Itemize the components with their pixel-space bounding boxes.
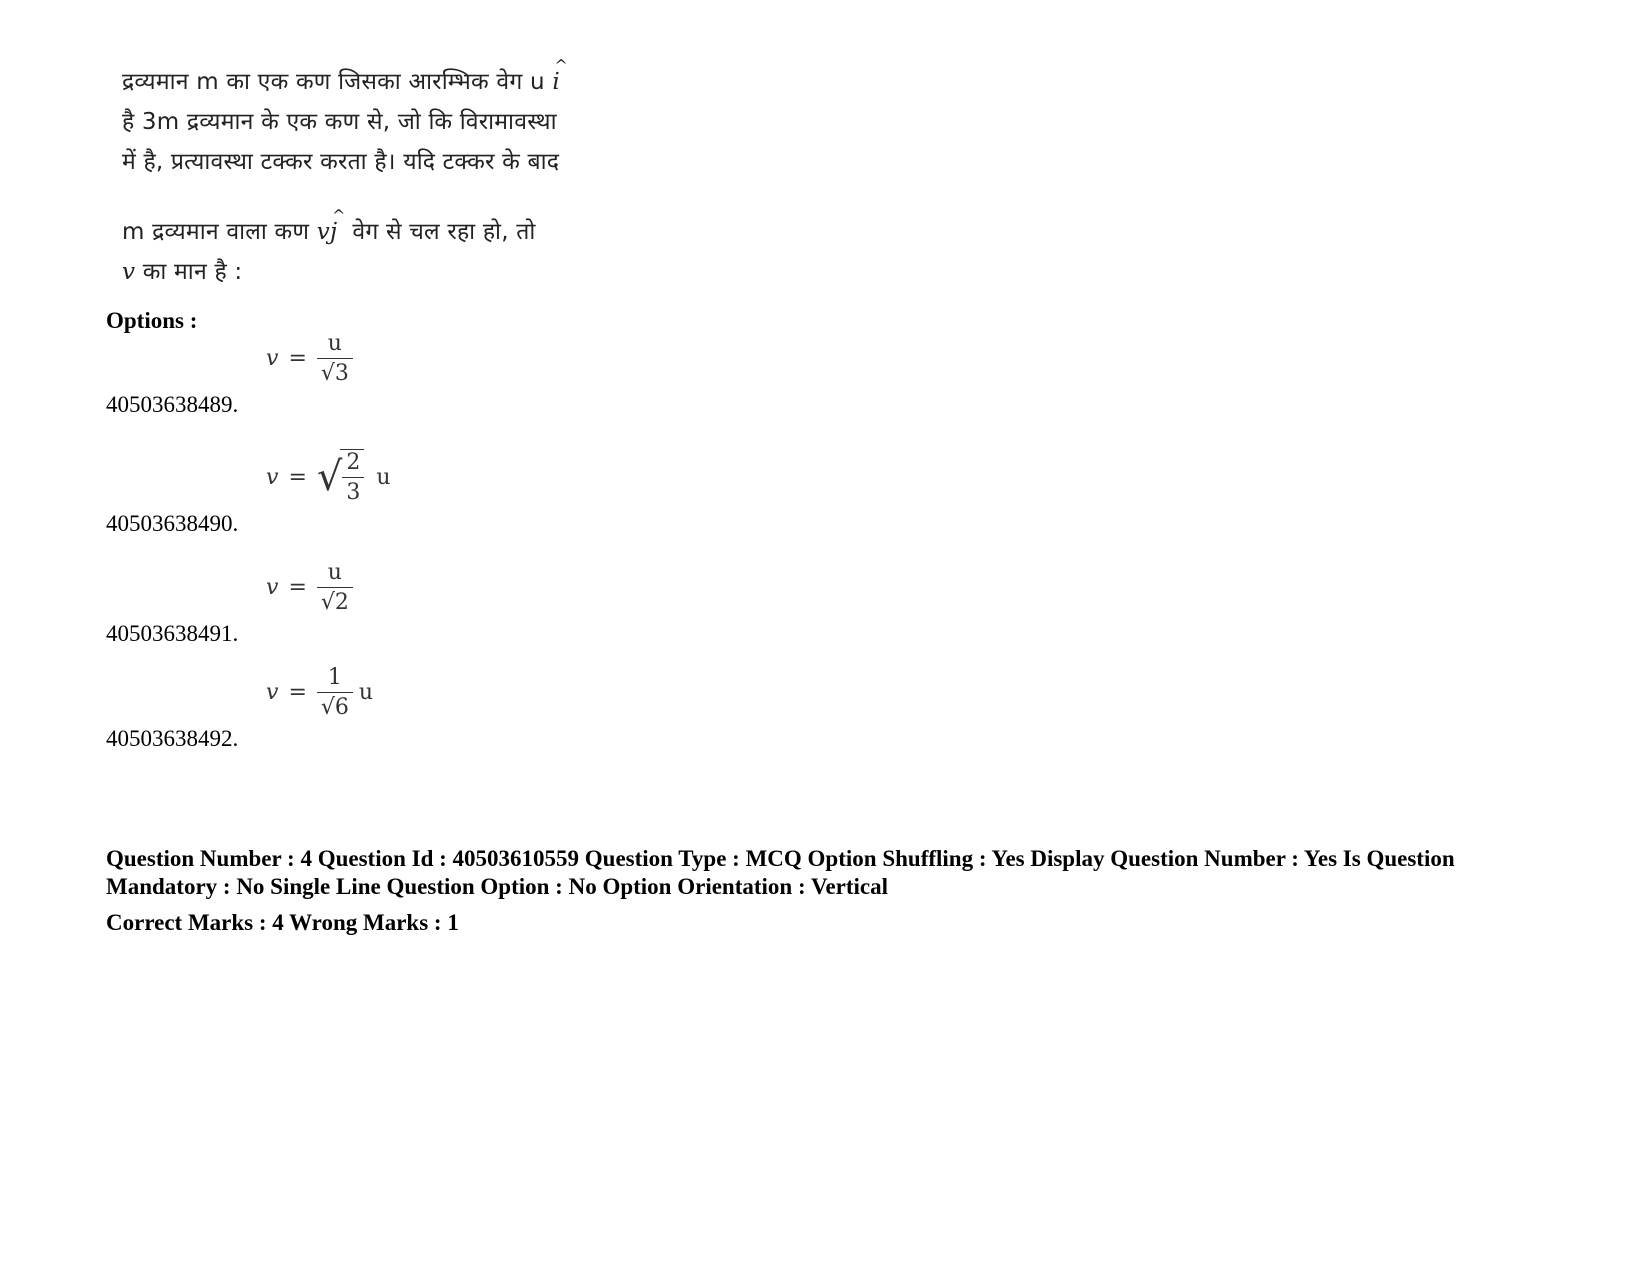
question-line-6: का मान है :	[142, 259, 243, 285]
marks-info: Correct Marks : 4 Wrong Marks : 1	[106, 910, 459, 935]
option-item[interactable]	[106, 437, 706, 537]
option-formula: v = √ $\frac{2}{3}$ u	[266, 450, 391, 505]
question-line-4: m द्रव्यमान वाला कण	[122, 219, 310, 245]
option-item[interactable]	[106, 318, 706, 418]
velocity-symbol-v: v	[316, 219, 330, 245]
option-formula: v = 1 √ 6 u	[266, 652, 373, 732]
question-text	[122, 62, 632, 292]
option-formula: v = u √ 3	[266, 318, 359, 398]
question-metadata: Question Number : 4 Question Id : 40503610559 Question Type : MCQ Option Shuffling : Yes Display Question Number : Yes Is Question Mandatory : No Single Line Question Option : No Option Orientation : Vertical	[106, 846, 1455, 899]
question-line-3: में है, प्रत्यावस्था टक्कर करता है। यदि टक्कर के बाद	[122, 149, 560, 175]
option-id: 40503638490.	[106, 511, 239, 536]
option-item[interactable]	[106, 652, 706, 752]
question-line-5: वेग से चल रहा हो, तो	[352, 219, 536, 245]
question-line-1: द्रव्यमान m का एक कण जिसका आरम्भिक वेग u	[122, 69, 545, 95]
option-item[interactable]	[106, 547, 706, 647]
option-id: 40503638491.	[106, 621, 239, 646]
unit-vector-i: ^ i	[552, 62, 560, 102]
velocity-symbol-v-2: v	[122, 259, 136, 285]
question-line-2: है 3m द्रव्यमान के एक कण से, जो कि विरामावस्था	[122, 109, 557, 135]
option-id: 40503638489.	[106, 392, 239, 417]
unit-vector-j: ^ j	[330, 212, 337, 252]
option-id: 40503638492.	[106, 726, 239, 751]
options-label: Options :	[106, 308, 198, 333]
option-formula: v = u √ 2	[266, 547, 359, 627]
